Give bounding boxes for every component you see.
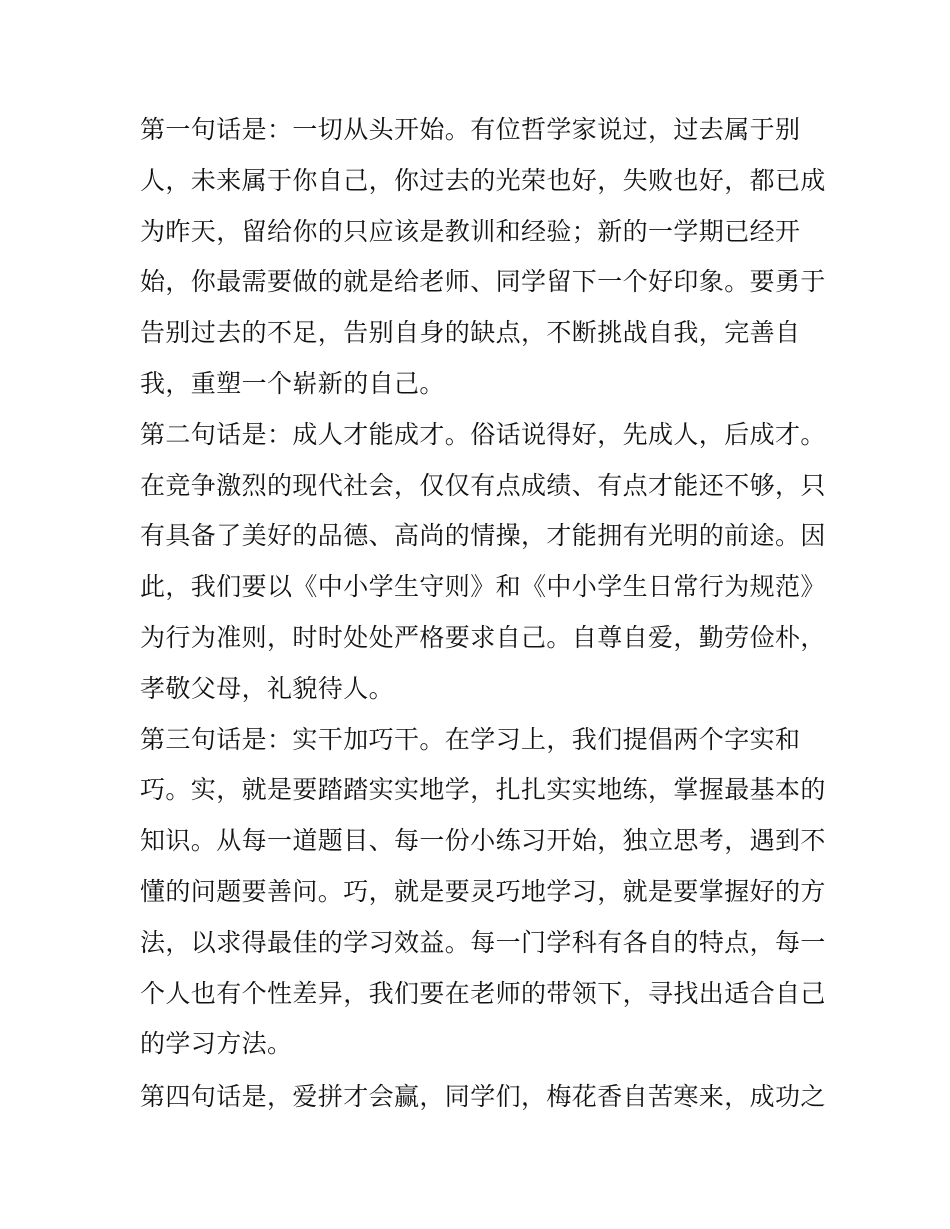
paragraph-2 <box>140 410 826 715</box>
text-line: 第三句话是：实干加巧干。在学习上，我们提倡两个字实和 <box>140 724 801 754</box>
text-line: 的学习方法。 <box>140 1029 293 1059</box>
paragraph-1 <box>140 105 826 410</box>
text-line: 知识。从每一道题目、每一份小练习开始，独立思考，遇到不 <box>140 826 826 856</box>
paragraph-4 <box>140 1072 826 1123</box>
text-line: 为行为准则，时时处处严格要求自己。自尊自爱，勤劳俭朴， <box>140 622 826 652</box>
text-line: 巧。实，就是要踏踏实实地学，扎扎实实地练，掌握最基本的 <box>140 775 826 805</box>
text-line: 懂的问题要善问。巧，就是要灵巧地学习，就是要掌握好的方 <box>140 876 826 906</box>
text-line: 有具备了美好的品德、高尚的情操，才能拥有光明的前途。因 <box>140 521 826 551</box>
text-line: 个人也有个性差异，我们要在老师的带领下，寻找出适合自己 <box>140 978 826 1008</box>
text-line: 始，你最需要做的就是给老师、同学留下一个好印象。要勇于 <box>140 267 826 297</box>
text-line: 第一句话是：一切从头开始。有位哲学家说过，过去属于别 <box>140 115 801 144</box>
text-line: 人，未来属于你自己，你过去的光荣也好，失败也好，都已成 <box>140 165 826 195</box>
text-line: 法，以求得最佳的学习效益。每一门学科有各自的特点，每一 <box>140 927 826 957</box>
text-line: 我，重塑一个崭新的自己。 <box>140 368 445 398</box>
document-body <box>140 105 826 1123</box>
text-line: 此，我们要以《中小学生守则》和《中小学生日常行为规范》 <box>140 572 826 602</box>
text-line: 为昨天，留给你的只应该是教训和经验；新的一学期已经开 <box>140 216 801 246</box>
text-line: 第二句话是：成人才能成才。俗话说得好，先成人，后成才。 <box>140 419 826 449</box>
text-line: 告别过去的不足，告别自身的缺点，不断挑战自我，完善自 <box>140 318 801 348</box>
text-line: 在竞争激烈的现代社会，仅仅有点成绩、有点才能还不够，只 <box>140 470 826 500</box>
text-line: 孝敬父母，礼貌待人。 <box>140 673 395 703</box>
paragraph-3 <box>140 715 826 1071</box>
text-line: 第四句话是，爱拼才会赢，同学们，梅花香自苦寒来，成功之 <box>140 1082 826 1112</box>
